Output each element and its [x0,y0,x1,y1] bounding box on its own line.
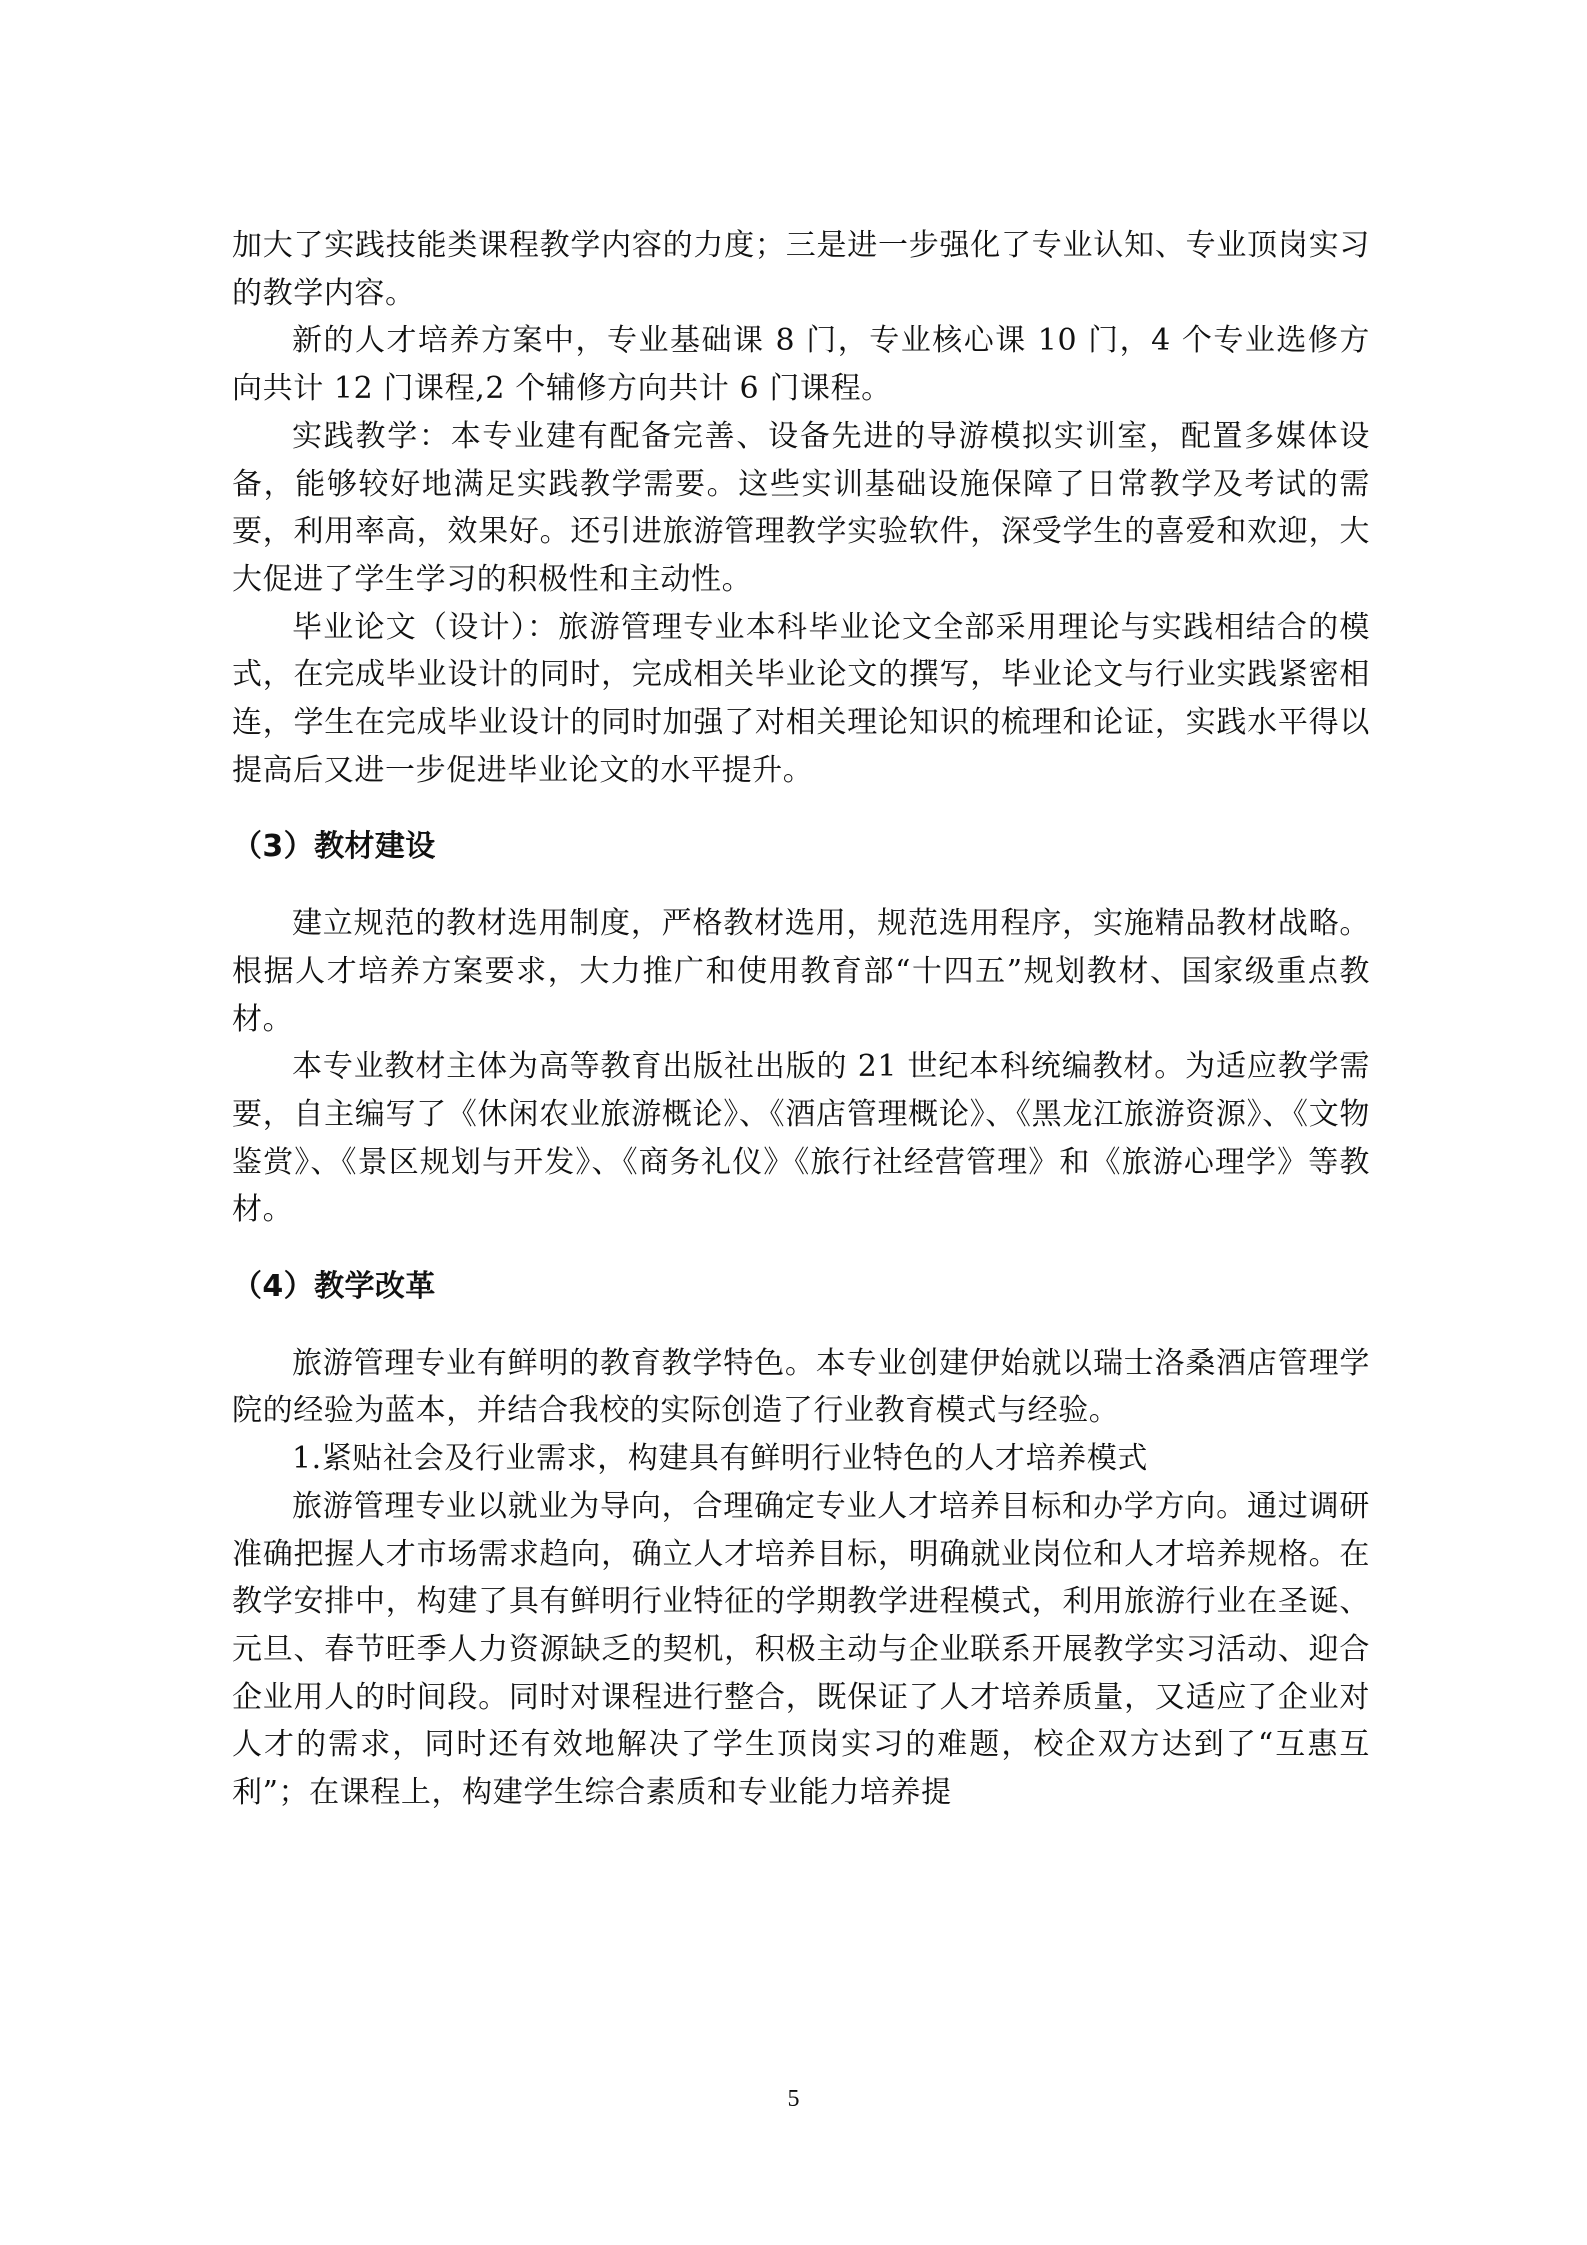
paragraph: 加大了实践技能类课程教学内容的力度；三是进一步强化了专业认知、专业顶岗实习的教学内容。 [232,228,1370,311]
paragraph: 本专业教材主体为高等教育出版社出版的 21 世纪本科统编教材。为适应教学需要，自主编写了《休闲农业旅游概论》、《酒店管理概论》、《黑龙江旅游资源》、《文物鉴赏》、《景区规划与开发》、《商务礼仪》《旅行社经营管理》和《旅游心理学》等教材。 [232,1049,1370,1228]
paragraph: 旅游管理专业有鲜明的教育教学特色。本专业创建伊始就以瑞士洛桑酒店管理学院的经验为蓝本，并结合我校的实际创造了行业教育模式与经验。 [232,1345,1370,1429]
paragraph: 毕业论文（设计）：旅游管理专业本科毕业论文全部采用理论与实践相结合的模式，在完成毕业设计的同时，完成相关毕业论文的撰写，毕业论文与行业实践紧密相连，学生在完成毕业设计的同时加强了对相关理论知识的梳理和论证，实践水平得以提高后又进一步促进毕业论文的水平提升。 [232,609,1370,788]
paragraph: 实践教学：本专业建有配备完善、设备先进的导游模拟实训室，配置多媒体设备，能够较好地满足实践教学需要。这些实训基础设施保障了日常教学及考试的需要，利用率高，效果好。还引进旅游管理教学实验软件，深受学生的喜爱和欢迎，大大促进了学生学习的积极性和主动性。 [232,418,1370,597]
section-heading: （4）教学改革 [232,1269,436,1305]
paragraph: 新的人才培养方案中，专业基础课 8 门，专业核心课 10 门，4 个专业选修方向共计 12 门课程,2 个辅修方向共计 6 门课程。 [232,323,1370,407]
paragraph: 1.紧贴社会及行业需求，构建具有鲜明行业特色的人才培养模式 [292,1441,1149,1477]
section-heading: （3）教材建设 [232,829,436,865]
paragraph: 旅游管理专业以就业为导向，合理确定专业人才培养目标和办学方向。通过调研准确把握人才市场需求趋向，确立人才培养目标，明确就业岗位和人才培养规格。在教学安排中，构建了具有鲜明行业特征的学期教学进程模式，利用旅游行业在圣诞、元旦、春节旺季人力资源缺乏的契机，积极主动与企业联系开展教学实习活动、迎合企业用人的时间段。同时对课程进行整合，既保证了人才培养质量，又适应了企业对人才的需求，同时还有效地解决了学生顶岗实习的难题，校企双方达到了“互惠互利”；在课程上，构建学生综合素质和专业能力培养提 [232,1488,1370,1811]
paragraph: 建立规范的教材选用制度，严格教材选用，规范选用程序，实施精品教材战略。根据人才培养方案要求，大力推广和使用教育部“十四五”规划教材、国家级重点教材。 [232,906,1370,1037]
document-body [232,222,1370,1817]
page-number: 5 [787,2086,800,2112]
